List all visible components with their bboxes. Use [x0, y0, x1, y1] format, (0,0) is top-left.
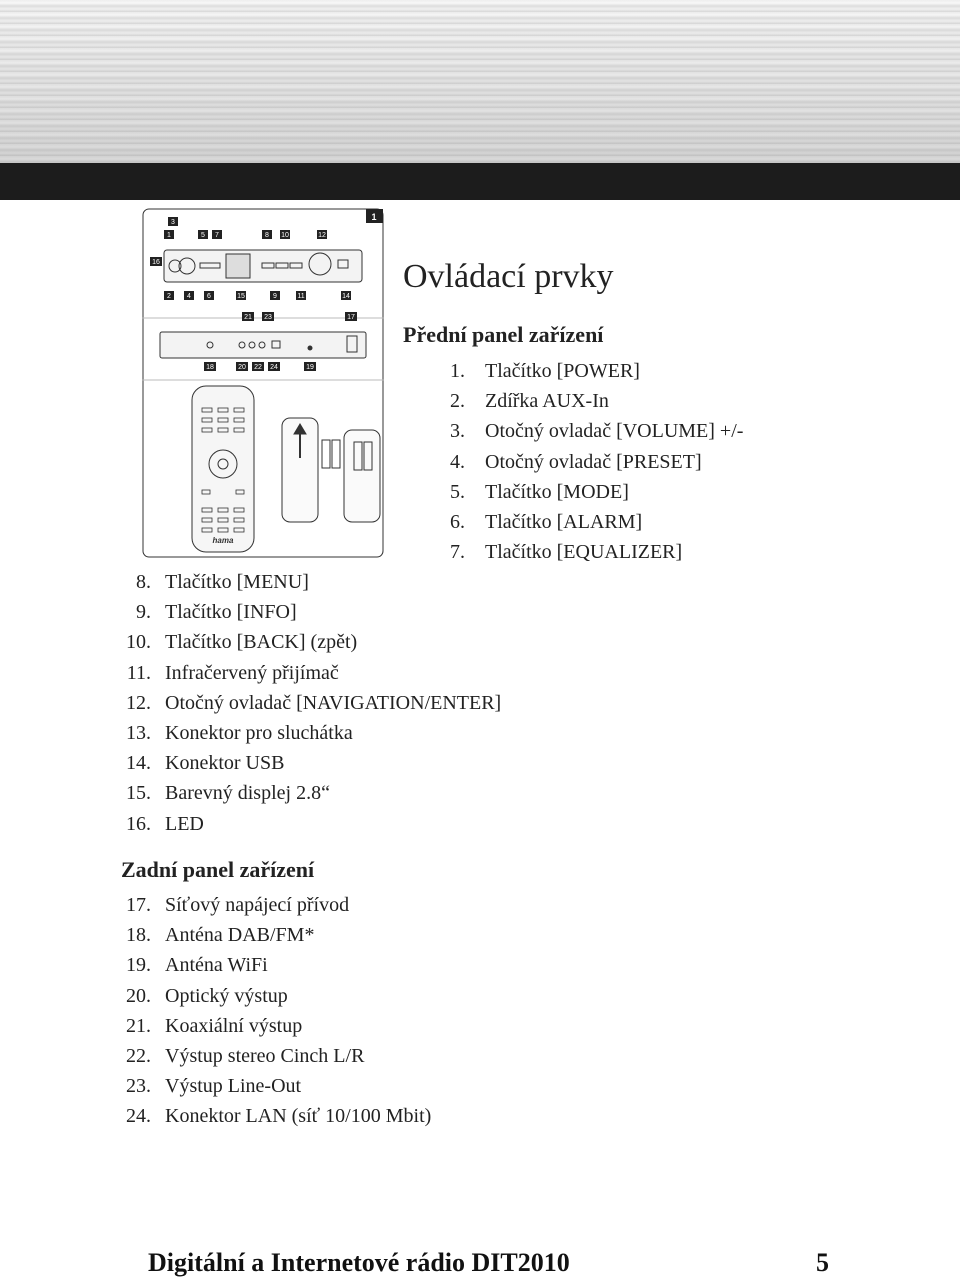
list-item: 21. Koaxiální výstup [126, 1014, 303, 1037]
callout-corner: 1 [371, 212, 377, 222]
callout-front-bottom-2: 6 [207, 293, 211, 300]
list-item: 20. Optický výstup [126, 984, 288, 1007]
callout-front-bottom-0: 2 [167, 293, 171, 300]
list-item: 6. Tlačítko [ALARM] [450, 510, 643, 533]
callout-front-top-0: 3 [171, 219, 175, 226]
callout-front-bottom-5: 11 [297, 293, 305, 300]
callout-rear-bottom-0: 18 [206, 364, 214, 371]
callout-front-top-6: 12 [318, 232, 326, 239]
page-number: 5 [816, 1248, 829, 1277]
device-illustration [142, 208, 384, 558]
list-item: 24. Konektor LAN (síť 10/100 Mbit) [126, 1105, 432, 1128]
callout-front-bottom-4: 9 [273, 293, 277, 300]
list-item: 9. Tlačítko [INFO] [136, 601, 297, 624]
callout-front-top-2: 5 [201, 232, 205, 239]
front-panel-list-b [121, 567, 501, 839]
list-item: 12. Otočný ovladač [NAVIGATION/ENTER] [126, 691, 502, 714]
list-item: 13. Konektor pro sluchátka [126, 721, 353, 744]
callout-rear-bottom-3: 24 [270, 364, 278, 371]
list-item: 8. Tlačítko [MENU] [136, 571, 309, 593]
callout-front-bottom-3: 15 [237, 293, 245, 300]
callout-rear-bottom-4: 19 [306, 364, 314, 371]
list-item: 11. Infračervený přijímač [126, 661, 339, 684]
page-title: Ovládací prvky [403, 258, 614, 295]
list-item: 7. Tlačítko [EQUALIZER] [450, 541, 683, 564]
callout-rear-top-1: 23 [264, 314, 272, 321]
callout-front-top-1: 1 [167, 232, 171, 239]
list-item: 4. Otočný ovladač [PRESET] [450, 450, 702, 473]
list-item: 2. Zdířka AUX-In [450, 390, 609, 413]
list-item: 5. Tlačítko [MODE] [450, 480, 629, 503]
list-item: 19. Anténa WiFi [126, 954, 268, 977]
rear-panel-list [121, 890, 431, 1132]
callout-front-bottom-1: 4 [187, 293, 191, 300]
list-item: 10. Tlačítko [BACK] (zpět) [126, 631, 358, 654]
header-band [0, 0, 960, 163]
list-item: 1. Tlačítko [POWER] [450, 360, 640, 382]
list-item: 17. Síťový napájecí přívod [126, 894, 350, 916]
list-item: 14. Konektor USB [126, 752, 285, 775]
callout-rear-bottom-1: 20 [238, 364, 246, 371]
list-item: 18. Anténa DAB/FM* [126, 924, 315, 947]
list-item: 23. Výstup Line-Out [126, 1075, 302, 1098]
header-dark-bar [0, 163, 960, 200]
callout-front-top-3: 7 [215, 232, 219, 239]
callout-front-top-4: 8 [265, 232, 269, 239]
list-item: 22. Výstup stereo Cinch L/R [126, 1044, 365, 1067]
callout-front-bottom-6: 14 [342, 293, 350, 300]
remote-brand-logo: hama [212, 536, 234, 545]
front-panel-list-a [435, 356, 743, 567]
callout-rear-top-0: 21 [244, 314, 252, 321]
list-item: 3. Otočný ovladač [VOLUME] +/- [450, 420, 744, 443]
rear-panel-heading: Zadní panel zařízení [121, 857, 315, 882]
callout-left: 16 [152, 259, 160, 266]
callout-front-top-5: 10 [281, 232, 289, 239]
footer-title: Digitální a Internetové rádio DIT2010 [148, 1248, 570, 1277]
callout-rear-top-2: 17 [347, 314, 355, 321]
callout-rear-bottom-2: 22 [254, 364, 262, 371]
list-item: 16. LED [126, 812, 204, 835]
front-panel-heading: Přední panel zařízení [403, 322, 604, 347]
list-item: 15. Barevný displej 2.8“ [126, 782, 330, 805]
